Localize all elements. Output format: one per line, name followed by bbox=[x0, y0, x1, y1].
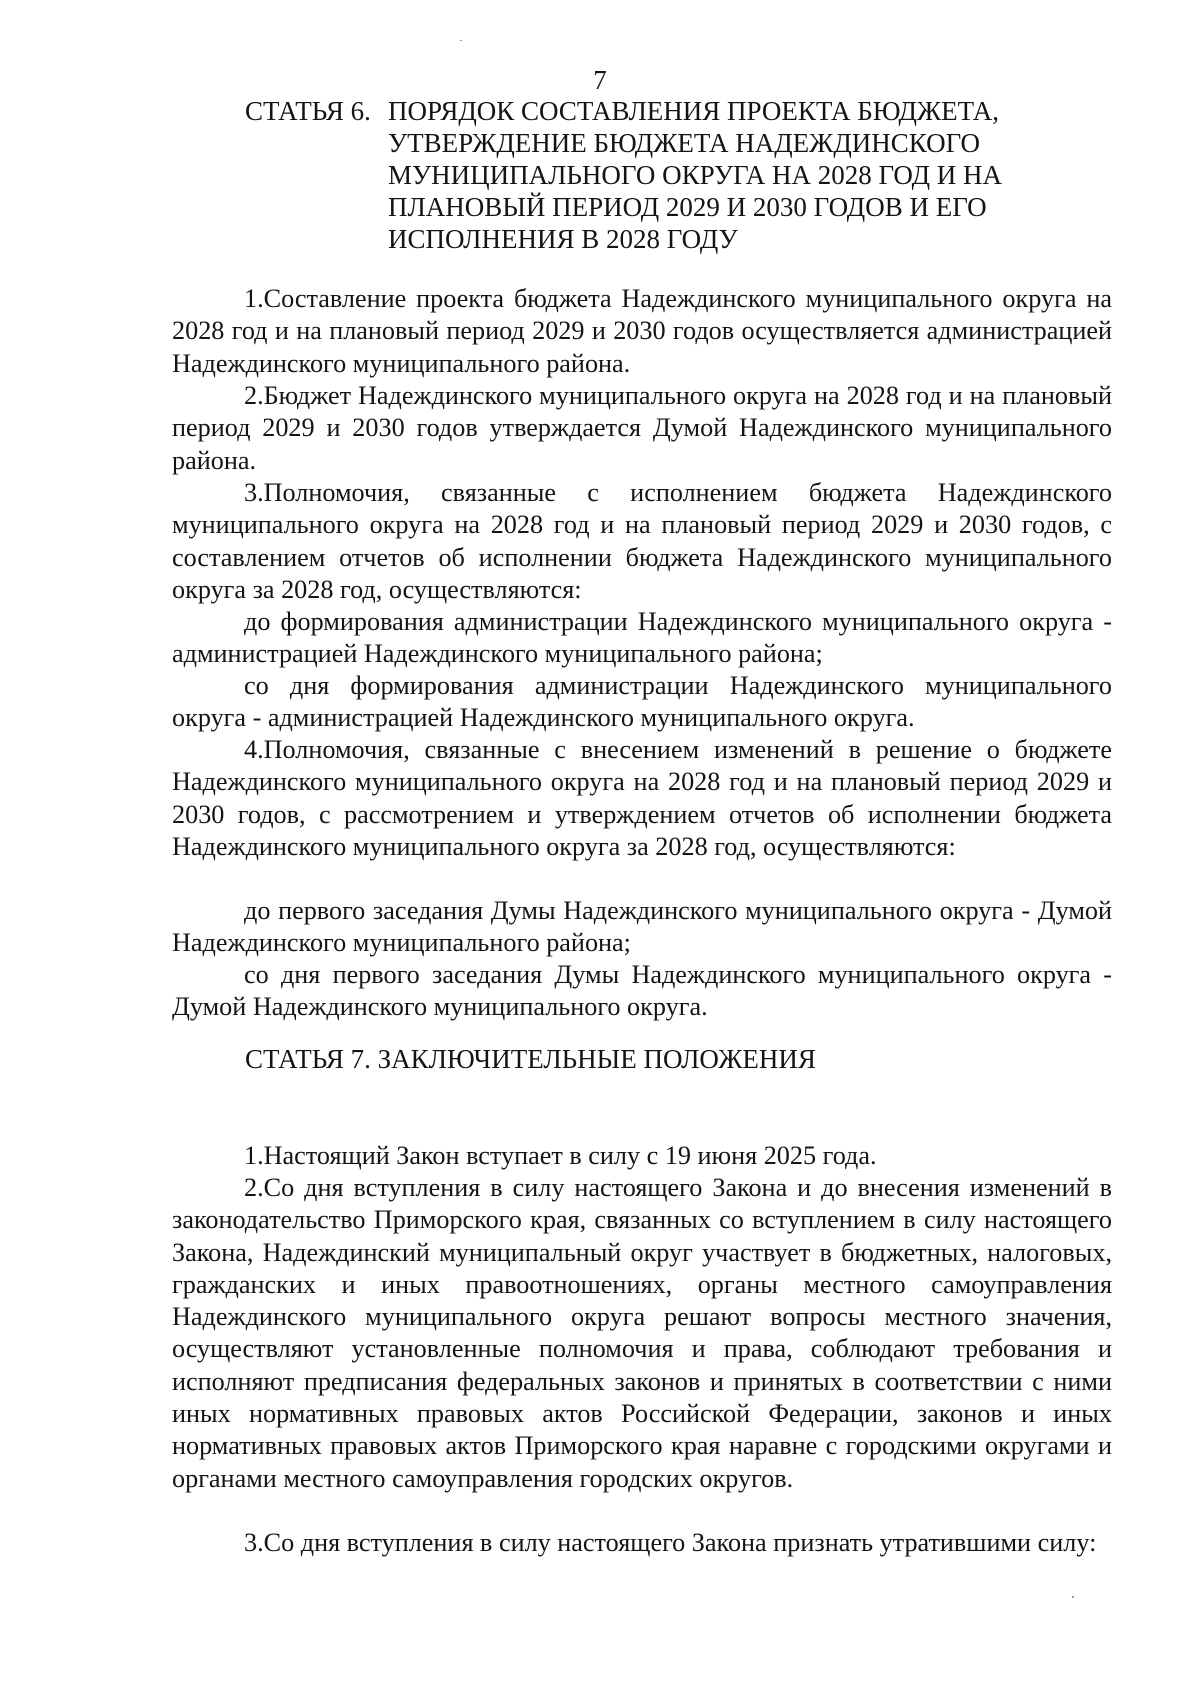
article-6-title bbox=[388, 95, 1075, 255]
article-6-title-line: УТВЕРЖДЕНИЕ БЮДЖЕТА НАДЕЖДИНСКОГО bbox=[388, 128, 981, 158]
article-6-paragraph-1: 1.Составление проекта бюджета Надеждинского муниципального округа на 2028 год и на плановый период 2029 и 2030 годов осуществляется администрацией Надеждинского муниципального района. bbox=[172, 284, 1112, 378]
article-6-title-line: МУНИЦИПАЛЬНОГО ОКРУГА НА 2028 ГОД И НА bbox=[388, 160, 1002, 190]
article-6-clause-4b: со дня первого заседания Думы Надеждинского муниципального округа - Думой Надеждинского муниципального округа. bbox=[172, 960, 1112, 1022]
scan-speck bbox=[460, 40, 462, 41]
article-7-heading: СТАТЬЯ 7. ЗАКЛЮЧИТЕЛЬНЫЕ ПОЛОЖЕНИЯ bbox=[245, 1044, 816, 1074]
article-6-paragraph-2: 2.Бюджет Надеждинского муниципального округа на 2028 год и на плановый период 2029 и 2030 годов утверждается Думой Надеждинского муниципального района. bbox=[172, 381, 1112, 475]
article-6-heading bbox=[245, 95, 1075, 255]
article-6-title-line: ПОРЯДОК СОСТАВЛЕНИЯ ПРОЕКТА БЮДЖЕТА, bbox=[388, 96, 999, 126]
article-6-paragraph-3: 3.Полномочия, связанные с исполнением бюджета Надеждинского муниципального округа на 2028 год и на плановый период 2029 и 2030 годов, с составлением отчетов об исполнении бюджета Надеждинского муниципального округа за 2028 год, осуществляются: bbox=[172, 478, 1112, 604]
scan-speck bbox=[1072, 1596, 1074, 1598]
article-7-paragraph-3: 3.Со дня вступления в силу настоящего Закона признать утратившими силу: bbox=[244, 1528, 1097, 1557]
article-6-title-line: ПЛАНОВЫЙ ПЕРИОД 2029 И 2030 ГОДОВ И ЕГО bbox=[388, 192, 987, 222]
article-6-clause-3b: со дня формирования администрации Надеждинского муниципального округа - администрацией Надеждинского муниципального округа. bbox=[172, 671, 1112, 733]
article-6-paragraph-4: 4.Полномочия, связанные с внесением изменений в решение о бюджете Надеждинского муниципального округа на 2028 год и на плановый период 2029 и 2030 годов, с рассмотрением и утверждением отчетов об исполнении бюджета Надеждинского муниципального округа за 2028 год, осуществляются: bbox=[172, 735, 1112, 861]
article-6-clause-4a: до первого заседания Думы Надеждинского муниципального округа - Думой Надеждинского муниципального района; bbox=[172, 896, 1112, 958]
article-7-paragraph-2: 2.Со дня вступления в силу настоящего Закона и до внесения изменений в законодательство Приморского края, связанных со вступлением в силу настоящего Закона, Надеждинский муниципальный округ участвует в бюджетных, налоговых, гражданских и иных правоотношениях, органы местного самоуправления Надеждинского муниципального округа решают вопросы местного значения, осуществляют установленные полномочия и права, соблюдают требования и исполняют предписания федеральных законов и принятых в соответствии с ними иных нормативных правовых актов Российской Федерации, законов и иных нормативных правовых актов Приморского края наравне с городскими округами и органами местного самоуправления городских округов. bbox=[172, 1173, 1112, 1493]
article-6-clause-3a: до формирования администрации Надеждинского муниципального округа - администрацией Надеждинского муниципального района; bbox=[172, 607, 1112, 669]
article-7-paragraph-1: 1.Настоящий Закон вступает в силу с 19 июня 2025 года. bbox=[244, 1141, 877, 1170]
article-6-title-line: ИСПОЛНЕНИЯ В 2028 ГОДУ bbox=[388, 224, 738, 254]
article-6-label: СТАТЬЯ 6. bbox=[245, 96, 371, 126]
page-number: 7 bbox=[593, 65, 607, 95]
